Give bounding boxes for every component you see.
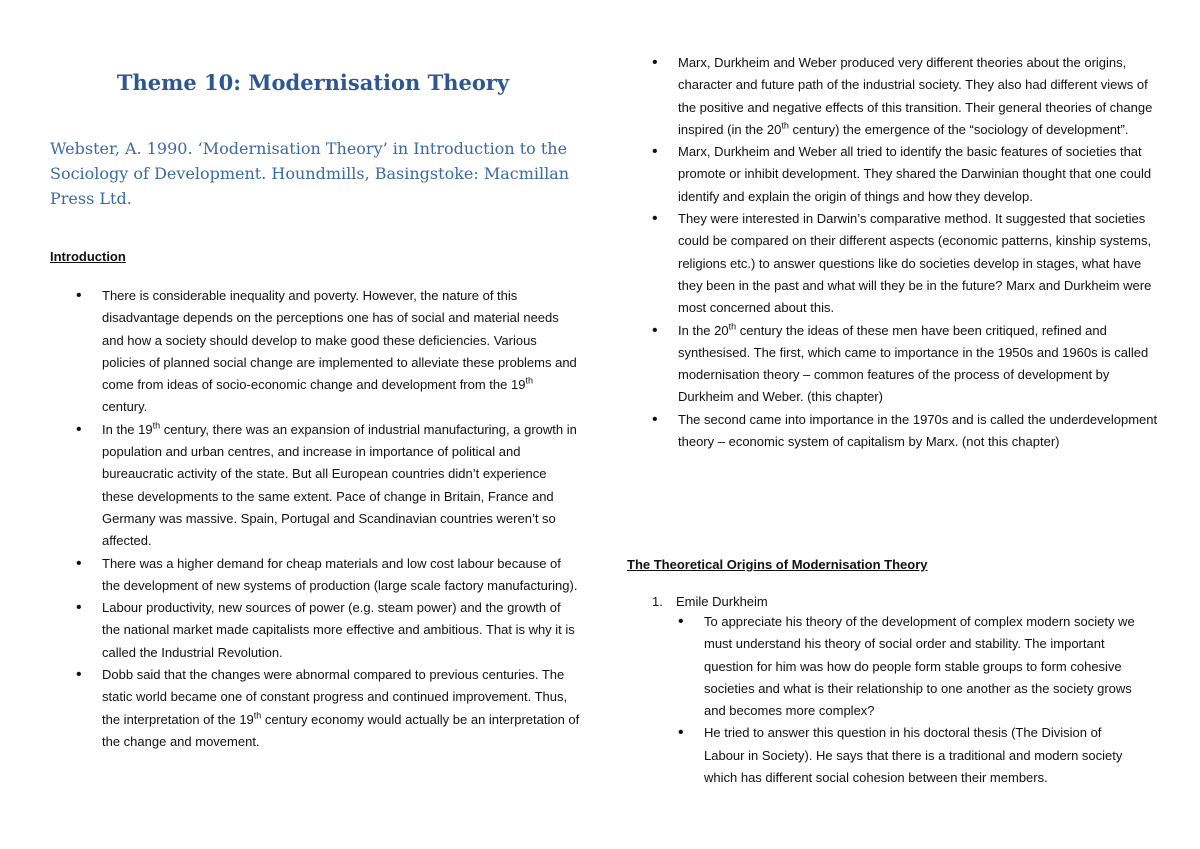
introduction-list xyxy=(102,285,580,753)
list-item: • They were interested in Darwin’s comparative method. It suggested that societies could be compared on their different aspects (economic patterns, kinship systems, religions etc.) to answer questions like do societies develop in stages, what have they been in the past and what will they be in the future? Marx and Durkheim were most concerned about this. xyxy=(678,208,1158,319)
list-item: • Dobb said that the changes were abnormal compared to previous centuries. The static world became one of constant progress and continued improvement. Thus, the interpretation of the 19th century economy would actually be an interpretation of the change and movement. xyxy=(102,664,580,753)
list-item: • Marx, Durkheim and Weber all tried to identify the basic features of societies that promote or inhibit development. They shared the Darwinian thought that one could identify and explain the origin of things and how they develop. xyxy=(678,141,1158,208)
numbered-item-durkheim xyxy=(652,591,768,613)
list-item: • Labour productivity, new sources of power (e.g. steam power) and the growth of the national market made capitalists more effective and ambitious. That is why it is called the Industrial Revolution. xyxy=(102,597,580,664)
list-item: • Marx, Durkheim and Weber produced very different theories about the origins, character and future path of the industrial society. They also had different views of the positive and negative effects of this transition. Their general theories of change inspired (in the 20th century) the emergence of the “sociology of development”. xyxy=(678,52,1158,141)
list-item: • He tried to answer this question in his doctoral thesis (The Division of Labour in Society). He says that there is a traditional and modern society which has different social cohesion between their members. xyxy=(704,722,1144,789)
list-item: • The second came into importance in the 1970s and is called the underdevelopment theory – economic system of capitalism by Marx. (not this chapter) xyxy=(678,409,1158,454)
page-title: Theme 10: Modernisation Theory xyxy=(116,70,510,95)
origins-heading: The Theoretical Origins of Modernisation Theory xyxy=(627,557,928,572)
theories-list xyxy=(678,52,1158,453)
list-item: • There is considerable inequality and poverty. However, the nature of this disadvantage depends on the perceptions one has of social and material needs and how a society should develop to make good these deficiencies. Various policies of planned social change are implemented to alleviate these problems and come from ideas of socio-economic change and development from the 19th century. xyxy=(102,285,580,419)
item-number: 1. xyxy=(652,594,663,609)
list-item: • In the 19th century, there was an expansion of industrial manufacturing, a growth in population and urban centres, and increase in importance of political and bureaucratic activity of the state. But all European countries didn’t experience these developments to the same extent. Pace of change in Britain, France and Germany was massive. Spain, Portugal and Scandinavian countries weren’t so affected. xyxy=(102,419,580,553)
list-item: • To appreciate his theory of the development of complex modern society we must understand his theory of social order and stability. The important question for him was how do people form stable groups to form cohesive societies and what is their relationship to one another as the society grows and becomes more complex? xyxy=(704,611,1144,722)
introduction-heading: Introduction xyxy=(50,249,126,264)
list-item: • In the 20th century the ideas of these men have been critiqued, refined and synthesised. The first, which came to importance in the 1950s and 1960s is called modernisation theory – common features of the process of development by Durkheim and Weber. (this chapter) xyxy=(678,320,1158,409)
list-item: • There was a higher demand for cheap materials and low cost labour because of the development of new systems of production (large scale factory manufacturing). xyxy=(102,553,580,598)
item-title: Emile Durkheim xyxy=(676,594,768,609)
durkheim-list xyxy=(704,611,1144,789)
reference-citation: Webster, A. 1990. ‘Modernisation Theory’ in Introduction to the Sociology of Development. Houndmills, Basingstoke: Macmillan Press Ltd. xyxy=(50,139,570,208)
